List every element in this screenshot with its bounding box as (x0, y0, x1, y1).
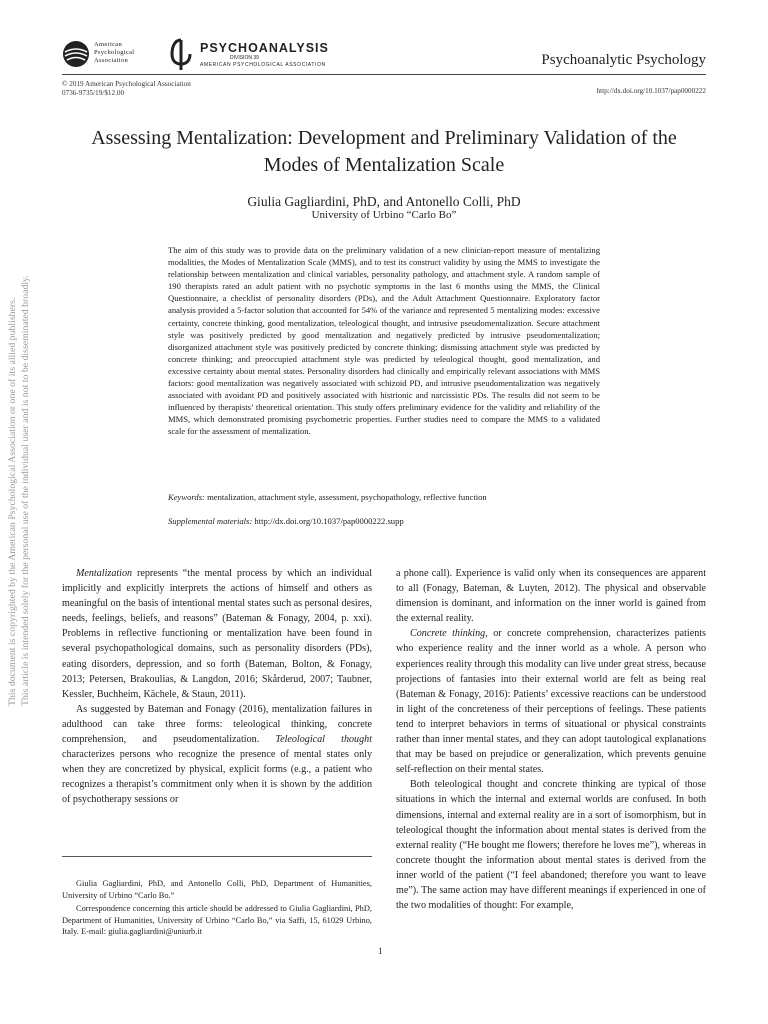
body-paragraph (396, 626, 706, 777)
issn-line: 0736-9735/19/$12.00 (62, 88, 125, 97)
apa-logo-line-2: Psychological (94, 49, 135, 56)
footnote-affiliation: Giulia Gagliardini, PhD, and Antonello Colli, PhD, Department of Humanities, University of Urbino “Carlo Bo.” (62, 879, 372, 900)
abstract: The aim of this study was to provide data on the preliminary validation of a new clinician-report measure of mentalizing modalities, the Modes of Mentalization Scale (MMS), and to test its construct validity by using the MMS to investigate the relationship between mentalization and clinical variables, personality pathology, and attachment style. A random sample of 190 therapists rated an adult patient with no psychotic symptoms in the last 6 months using the MMS, the Clinical Questionnaire, a checklist of personality disorders (PDs), and the Adult Attachment Questionnaire. Exploratory factor analysis provided a 5-factor solution that accounted for 54% of the variance and represented 5 mentalizing modes: excessive certainty, concrete thinking, good mentalization, teleological thought, and intrusive pseudomentalization. Secure attachment style was positively predicted by good mentalization and negatively predicted by intrusive pseudomentalization; disorganized attachment style was positively predicted by concrete thinking; dismissing attachment style was predicted by concrete thinking; and preoccupied attachment style was predicted by teleological thought, good mentalization, and excessive certainty about mental states. Personality disorders had clinically and empirically relevant associations with MMS factors: good mentalization was negatively associated with schizoid PD, and intrusive pseudomentalization was negatively associated with avoidant PD and positively associated with histrionic and narcissistic PDs. The results did not seem to be influenced by therapists’ theoretical orientation. This study offers preliminary evidence for the validity and reliability of the MMS, which demonstrated promising psychometric properties. Further studies need to compare the MMS to a validated scale for the assessment of mentalization. (168, 245, 600, 437)
copyright-block (62, 80, 191, 97)
affiliation: University of Urbino “Carlo Bo” (311, 209, 457, 221)
header-rule (62, 74, 706, 75)
article-title-line-2: Modes of Mentalization Scale (263, 154, 505, 176)
paragraph-text: or concrete comprehension, characterizes patients who experience reality and the inner world as a whole. A person who experiences reality through this modality can live under great stress, because projections of fantasies into their external world are felt as being real (Bateman & Fonagy, 2016): Patients’ excessive reactions can be understood in light of the concreteness of their perceptions of feelings. These patients tend to interpret behaviors in terms of situational or physical constraints rather than inner mental states, and they can adopt tautological explanations that may be based on prejudice or generalization, which prevents genuine self-reflection on their mental states. (396, 628, 706, 776)
copyright-line: © 2019 American Psychological Association (62, 80, 191, 88)
body-paragraph: Both teleological thought and concrete thinking are typical of those situations in which the internal and external worlds are confused. In both dimensions, internal and external reality are in a sort of isomorphism, but in teleological thought the information about mental states is derived from the external reality (“He bought me flowers; therefore he loves me”), whereas in concrete thought the information about mental states is derived from the inner world of the patient (“I feel abandoned; therefore you want to leave me”). The same action may have different meanings if experienced in one of the two modalities of thought: For example, (396, 779, 706, 912)
footnote-correspondence: Correspondence concerning this article should be addressed to Giulia Gagliardini, PhD, Department of Humanities, University of Urbino “Carlo Bo,” via Saffi, 15, 61029 Urbino, Italy. E-mail: giulia.gagliardini@uniurb.it (62, 904, 372, 937)
page-number: 1 (378, 946, 383, 956)
sidebar-line-1: This document is copyrighted by the American Psychological Association or one of its allied publishers. (7, 297, 18, 706)
apa-logo (62, 38, 162, 70)
doi-link[interactable]: http://dx.doi.org/10.1037/pap0000222 (596, 87, 706, 95)
apa-globe-icon (62, 40, 90, 68)
article-title-line-1: Assessing Mentalization: Development and Preliminary Validation of the (91, 127, 677, 149)
copyright-sidebar (6, 275, 32, 706)
body-paragraph: a phone call). Experience is valid only when its consequences are apparent to all (Fonagy, Bateman, & Luyten, 2012). The physical and observable dimension is dominant, and information on the inner world is gained from the external reality. (396, 568, 706, 625)
apa-logo-text (94, 41, 134, 65)
footnote-rule (62, 856, 372, 857)
psychoanalysis-division-logo (170, 38, 330, 72)
psy-logo-title: PSYCHOANALYSIS (200, 41, 329, 55)
term-concrete-thinking: Concrete thinking, (410, 628, 488, 640)
term-teleological-thought: Teleological thought (275, 734, 372, 746)
sidebar-line-2: This article is intended solely for the personal use of the individual user and is not to be disseminated broadly. (20, 275, 31, 706)
paragraph-text: characterizes persons who recognize the presence of mental states only when they are concretized by physical, explicit forms (e.g., a patient who recognizes a therapist’s commitment only when it is shown by the addition of psychotherapy sessions or (62, 749, 372, 806)
apa-logo-line-3: Association (94, 57, 128, 64)
body-paragraph (62, 702, 372, 808)
body-column-right (396, 566, 706, 913)
journal-name: Psychoanalytic Psychology (541, 52, 706, 68)
supplemental-materials (168, 516, 608, 526)
supplemental-label: Supplemental materials: (168, 516, 253, 526)
psy-logo-subtitle: AMERICAN PSYCHOLOGICAL ASSOCIATION (200, 62, 326, 68)
paragraph-text: As suggested by Bateman and Fonagy (2016), mentalization failures in adulthood can take three forms: teleological thinking, concrete comprehension, and pseudomentalization. (62, 703, 372, 746)
keywords-label: Keywords: (168, 492, 205, 502)
keywords-list: mentalization, attachment style, assessment, psychopathology, reflective function (207, 492, 487, 502)
paragraph-text: represents “the mental process by which an individual implicitly and explicitly interprets the actions of himself and others as meaningful on the basis of intentional mental states such as personal desires, needs, feelings, beliefs, and reasons” (Bateman & Fonagy, 2004, p. xxi). Problems in reflective functioning or mentalization have been found in several psychopathological domains, such as personality disorders (PDs), eating disorders, depression, and so forth (Bateman, Bolton, & Fonagy, 2013; Petersen, Brakoulias, & Langdon, 2016; Skårderud, 2007; Taubner, Kessler, Buchheim, Kächele, & Staun, 2011). (62, 568, 372, 700)
article-title (62, 125, 706, 179)
body-paragraph (62, 566, 372, 702)
apa-logo-line-1: American (94, 41, 123, 48)
supplemental-link[interactable]: http://dx.doi.org/10.1037/pap0000222.supp (254, 516, 404, 526)
psy-logo-division: DIVISION 39 (230, 55, 259, 61)
footnotes (62, 878, 372, 940)
keywords (168, 492, 608, 502)
term-mentalization: Mentalization (76, 568, 133, 579)
body-column-left (62, 566, 372, 808)
psi-icon (170, 38, 192, 72)
author-list: Giulia Gagliardini, PhD, and Antonello Colli, PhD (247, 194, 521, 209)
